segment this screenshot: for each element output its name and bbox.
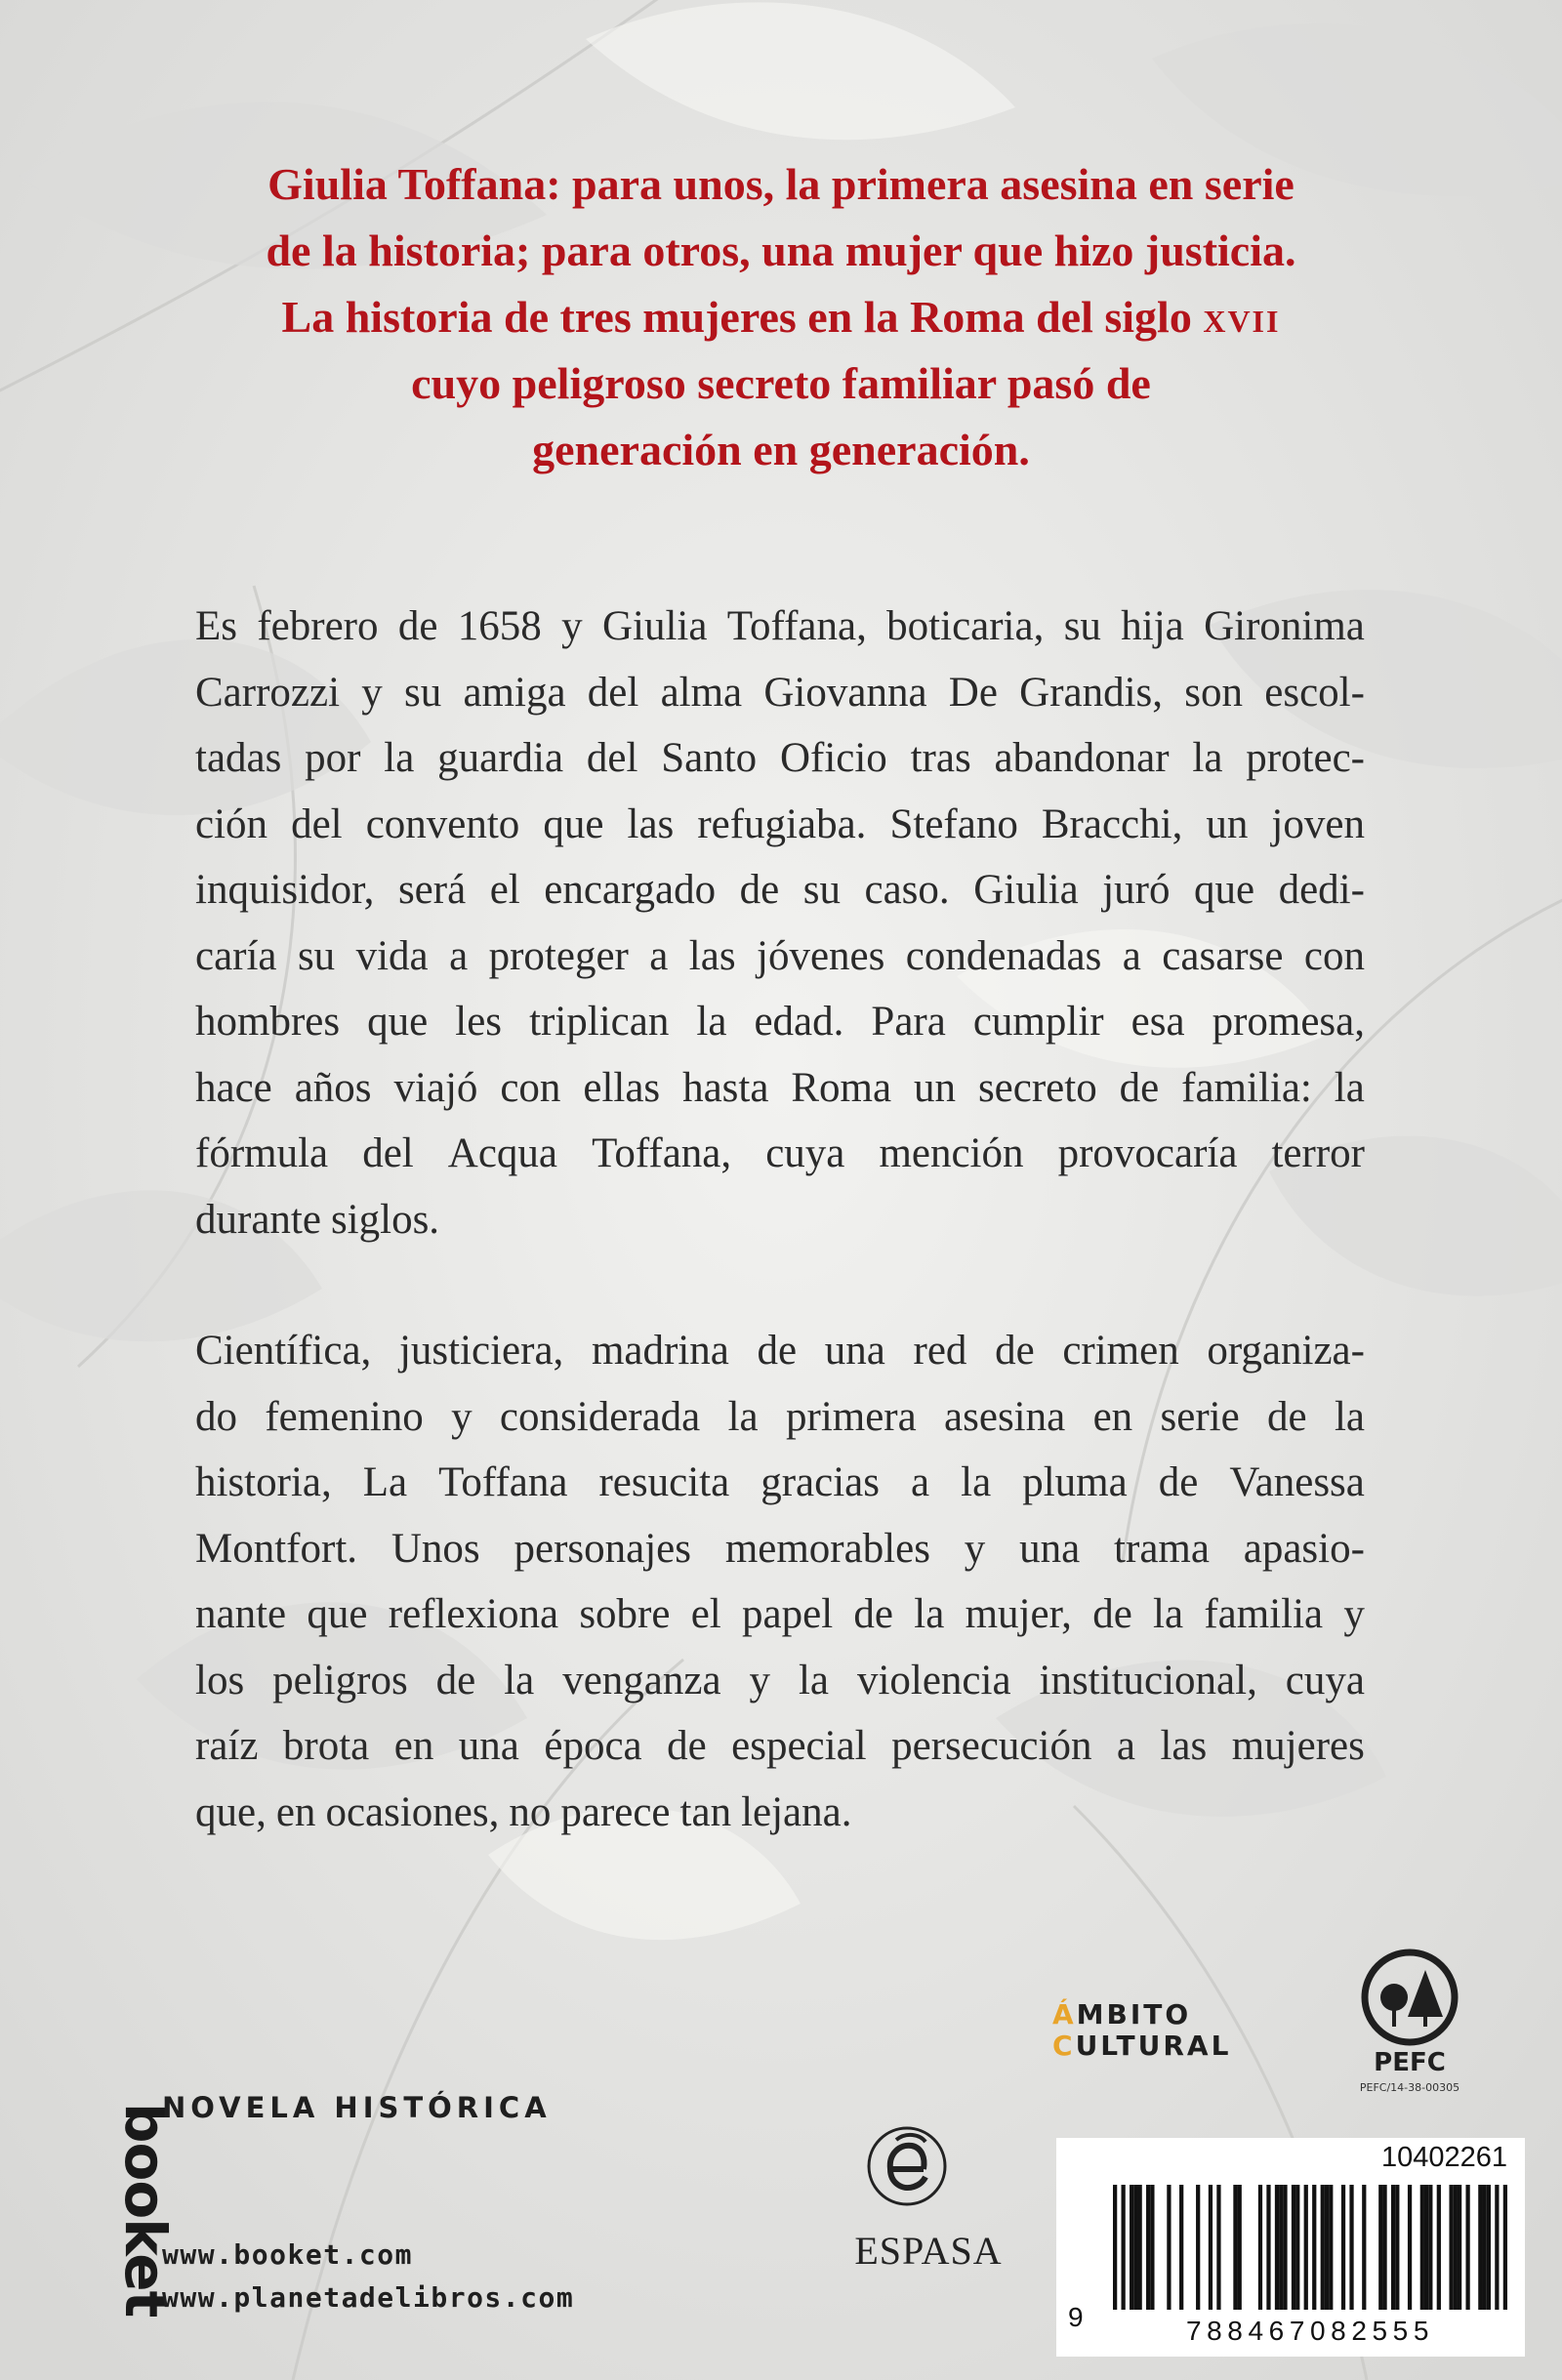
barcode-bar xyxy=(1378,2185,1382,2310)
ambito-line-2 xyxy=(1052,2031,1231,2062)
espasa-e-icon xyxy=(867,2126,947,2206)
publisher-urls xyxy=(162,2234,574,2319)
paragraph-line: ción del convento que las refugiaba. Stefano Bracchi, un joven xyxy=(195,800,1365,847)
barcode-bar xyxy=(1216,2185,1220,2310)
barcode-bar xyxy=(1420,2185,1424,2310)
paragraph-line: Es febrero de 1658 y Giulia Toffana, boticaria, su hija Gironima xyxy=(195,603,1365,649)
paragraph-line: fórmula del Acqua Toffana, cuya mención provocaría terror xyxy=(195,1130,1365,1176)
century-numeral: xvii xyxy=(1203,292,1281,342)
barcode-bar xyxy=(1487,2185,1491,2310)
blurb-line: cuyo peligroso secreto familiar pasó de xyxy=(411,358,1151,408)
barcode-bar xyxy=(1292,2185,1295,2310)
barcode-bar xyxy=(1391,2185,1395,2310)
barcode-bar xyxy=(1196,2185,1200,2310)
booket-logo: booket xyxy=(112,2103,179,2318)
barcode-bar xyxy=(1279,2185,1283,2310)
barcode-bar xyxy=(1362,2185,1366,2310)
barcode-bar xyxy=(1150,2185,1154,2310)
barcode-bar xyxy=(1454,2185,1458,2310)
barcode-bar xyxy=(1449,2185,1453,2310)
paragraph-line: Científica, justiciera, madrina de una red de crimen organiza- xyxy=(195,1328,1365,1374)
booket-url-link[interactable]: www.booket.com xyxy=(162,2238,414,2271)
synopsis-paragraph-2 xyxy=(195,1318,1365,1845)
paragraph-line: raíz brota en una época de especial persecución a las mujeres xyxy=(195,1723,1365,1769)
paragraph-line: Carrozzi y su amiga del alma Giovanna De Grandis, son escol- xyxy=(195,669,1365,716)
synopsis-paragraph-1 xyxy=(195,594,1365,1252)
planeta-url-link[interactable]: www.planetadelibros.com xyxy=(162,2281,575,2314)
isbn-barcode xyxy=(1056,2138,1525,2357)
blurb-line: generación en generación. xyxy=(532,425,1030,474)
isbn-lead-digit: 9 xyxy=(1068,2302,1084,2332)
paragraph-line: durante siglos. xyxy=(195,1196,440,1243)
barcode-bar xyxy=(1437,2185,1441,2310)
paragraph-line: nante que reflexiona sobre el papel de la mujer, de la familia y xyxy=(195,1591,1365,1637)
paragraph-line: hombres que les triplican la edad. Para cumplir esa promesa, xyxy=(195,999,1365,1045)
paragraph-line: caría su vida a proteger a las jóvenes condenadas a casarse con xyxy=(195,932,1365,979)
paragraph-line: los peligros de la venganza y la violencia institucional, cuya xyxy=(195,1657,1365,1703)
barcode-bar xyxy=(1133,2185,1137,2310)
barcode-bar xyxy=(1478,2185,1482,2310)
pefc-tree-icon xyxy=(1361,1949,1459,2046)
ambito-accent-letter: Á xyxy=(1052,1998,1077,2031)
paragraph-line: inquisidor, será el encargado de su caso. Giulia juró que dedi- xyxy=(195,867,1365,913)
blurb-line-text: La historia de tres mujeres en la Roma del siglo xyxy=(281,292,1192,342)
barcode-bar xyxy=(1465,2185,1469,2310)
paragraph-line: historia, La Toffana resucita gracias a la pluma de Vanessa xyxy=(195,1459,1365,1505)
barcode-bar xyxy=(1349,2185,1353,2310)
barcode-bar xyxy=(1395,2185,1399,2310)
paragraph-line: que, en ocasiones, no parece tan lejana. xyxy=(195,1788,852,1835)
pefc-certificate-code: PEFC/14-38-00305 xyxy=(1359,2081,1460,2094)
ambito-word: MBITO xyxy=(1076,1998,1192,2031)
barcode-bar xyxy=(1275,2185,1279,2310)
barcode-bar xyxy=(1458,2185,1461,2310)
barcode-bar xyxy=(1283,2185,1287,2310)
barcode-bar xyxy=(1209,2185,1213,2310)
barcode-bar xyxy=(1482,2185,1486,2310)
ambito-word: ULTURAL xyxy=(1075,2030,1232,2062)
blurb-line: Giulia Toffana: para unos, la primera asesina en serie xyxy=(267,159,1295,209)
paragraph-line: do femenino y considerada la primera asesina en serie de la xyxy=(195,1393,1365,1440)
tagline-blurb xyxy=(156,151,1406,483)
barcode-bar xyxy=(1258,2185,1262,2310)
barcode-bar xyxy=(1321,2185,1325,2310)
barcode-bar xyxy=(1238,2185,1242,2310)
pefc-label: PEFC xyxy=(1374,2048,1446,2077)
paragraph-line: hace años viajó con ellas hasta Roma un secreto de familia: la xyxy=(195,1064,1365,1111)
barcode-bar xyxy=(1408,2185,1412,2310)
barcode-bar xyxy=(1179,2185,1183,2310)
barcode-bar xyxy=(1138,2185,1142,2310)
paragraph-line: Montfort. Unos personajes memorables y una trama apasio- xyxy=(195,1525,1365,1572)
internal-code: 10402261 xyxy=(1380,2142,1507,2173)
barcode-bar xyxy=(1130,2185,1133,2310)
barcode-bar xyxy=(1341,2185,1345,2310)
isbn-digits: 788467082555 xyxy=(1113,2310,1507,2353)
barcode-bar xyxy=(1325,2185,1329,2310)
barcode-bar xyxy=(1266,2185,1270,2310)
ambito-accent-letter: C xyxy=(1052,2030,1076,2062)
blurb-line xyxy=(156,284,1406,350)
ambito-line-1 xyxy=(1052,1999,1231,2031)
barcode-bar xyxy=(1424,2185,1428,2310)
barcode-bar xyxy=(1167,2185,1171,2310)
ambito-cultural-logo xyxy=(1052,1999,1231,2062)
barcode-bar xyxy=(1295,2185,1299,2310)
barcode-bar xyxy=(1329,2185,1333,2310)
barcode-bar xyxy=(1382,2185,1386,2310)
barcode-bar xyxy=(1146,2185,1150,2310)
espasa-wordmark: ESPASA xyxy=(854,2229,1003,2273)
barcode-bar xyxy=(1428,2185,1432,2310)
barcode-bar xyxy=(1233,2185,1237,2310)
blurb-line: de la historia; para otros, una mujer que hizo justicia. xyxy=(266,226,1296,275)
genre-label: NOVELA HISTÓRICA xyxy=(162,2091,552,2124)
paragraph-line: tadas por la guardia del Santo Oficio tras abandonar la protec- xyxy=(195,735,1365,781)
